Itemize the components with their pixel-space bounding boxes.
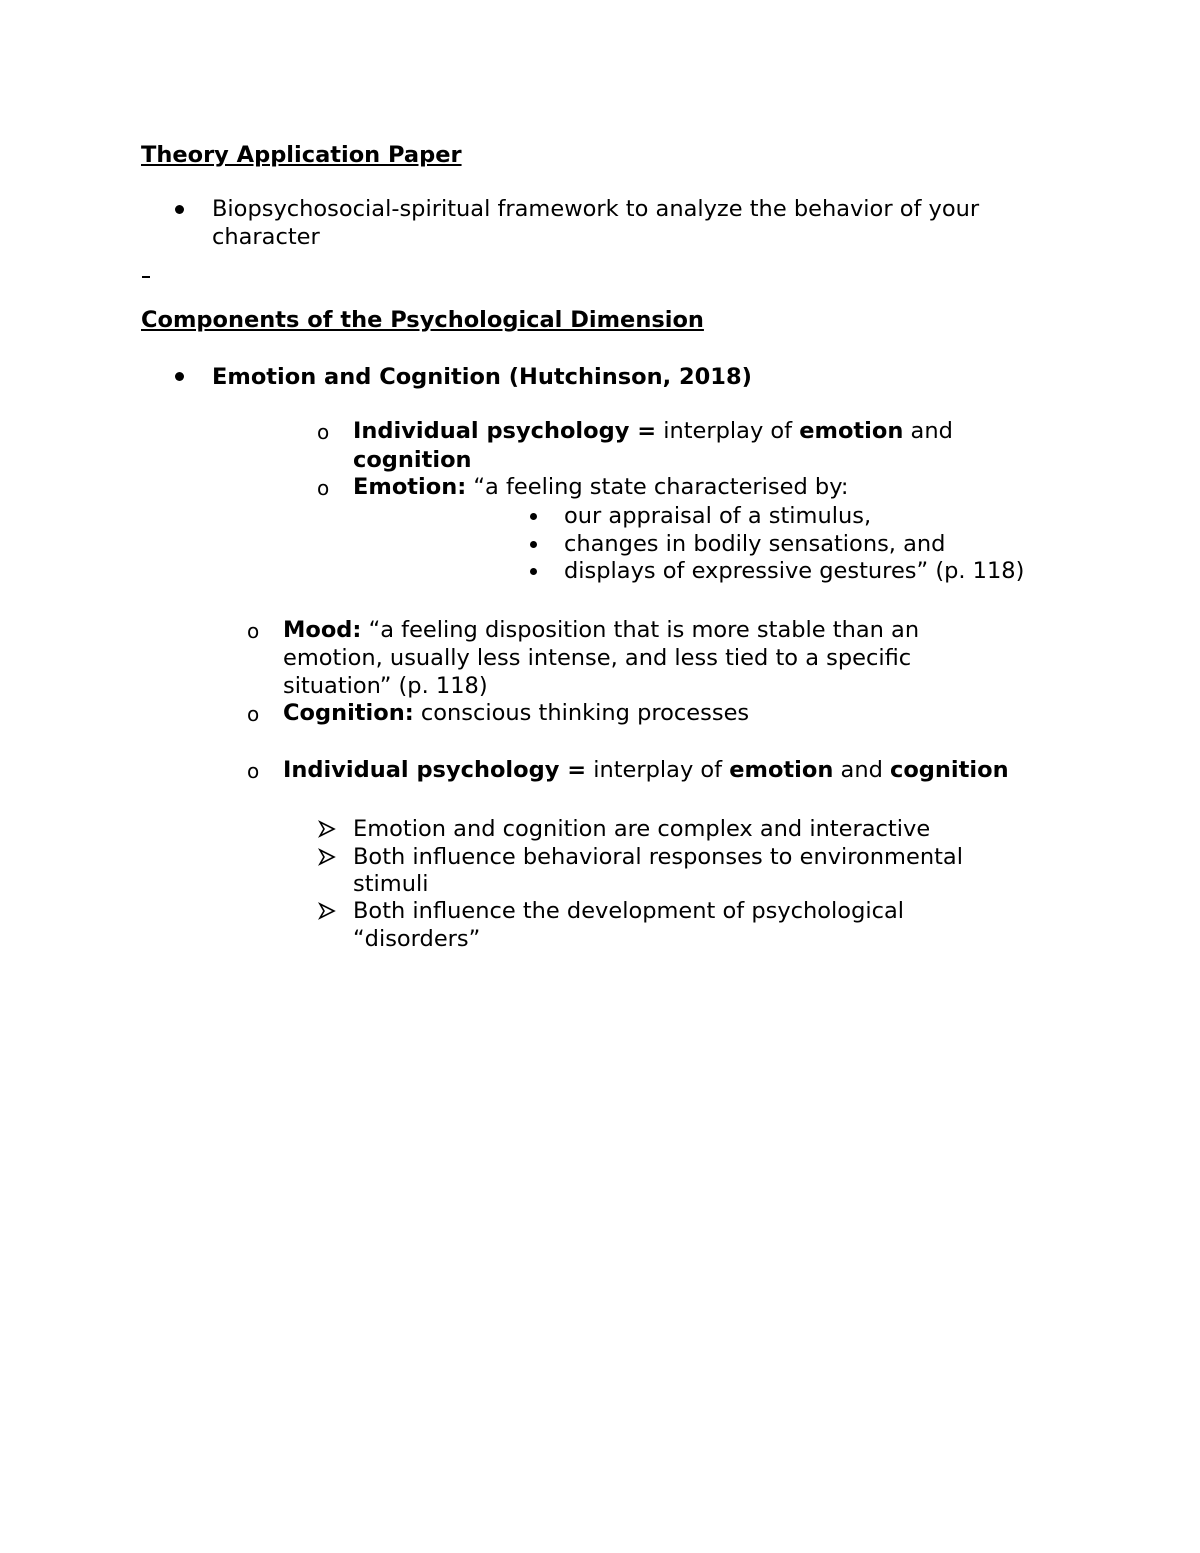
bullet-dot-icon — [175, 205, 184, 214]
arrow-item-line2: stimuli — [353, 871, 429, 897]
circle-bullet-icon: o — [317, 476, 330, 500]
indiv-psych-text: interplay of — [656, 418, 800, 444]
indiv-psych-and: and — [903, 418, 953, 444]
arrow-bullet-icon — [318, 902, 336, 920]
emotion-label: Emotion: — [353, 474, 467, 500]
indiv-psych-cognition: cognition — [890, 757, 1009, 783]
bullet-dot-icon — [530, 568, 537, 575]
emotion-item: our appraisal of a stimulus, — [564, 503, 872, 529]
mood-text: “a feeling disposition that is more stable than an — [361, 617, 920, 643]
circle-bullet-icon: o — [247, 619, 260, 643]
emotion-item: changes in bodily sensations, and — [564, 531, 946, 557]
bullet-dot-icon — [530, 513, 537, 520]
arrow-item-line1: Both influence the development of psychological — [353, 898, 905, 924]
mood-label: Mood: — [283, 617, 362, 643]
mood-line3: situation” (p. 118) — [283, 673, 488, 699]
indiv-psych-summary — [283, 756, 1009, 784]
bullet-dot-icon — [175, 372, 184, 381]
indiv-psych-label: Individual psychology = — [283, 757, 587, 783]
indiv-psych-cognition: cognition — [353, 447, 472, 473]
indiv-psych-emotion: emotion — [729, 757, 834, 783]
emotion-definition — [353, 473, 848, 501]
cognition-text: conscious thinking processes — [413, 700, 750, 726]
indiv-psych-text: interplay of — [586, 757, 730, 783]
circle-bullet-icon: o — [247, 702, 260, 726]
cognition-label: Cognition: — [283, 700, 414, 726]
indiv-psych-emotion: emotion — [799, 418, 904, 444]
section-heading: Components of the Psychological Dimension — [141, 307, 704, 333]
arrow-item-line2: “disorders” — [353, 926, 481, 952]
circle-bullet-icon: o — [317, 420, 330, 444]
arrow-item-line1: Both influence behavioral responses to environmental — [353, 844, 963, 870]
emotion-item: displays of expressive gestures” (p. 118) — [564, 558, 1025, 584]
arrow-bullet-icon — [318, 848, 336, 866]
bullet-text-line1: Biopsychosocial-spiritual framework to analyze the behavior of your — [212, 196, 980, 222]
page-title: Theory Application Paper — [141, 142, 462, 168]
arrow-bullet-icon — [318, 820, 336, 838]
dash-mark — [142, 276, 150, 278]
mood-line1 — [283, 616, 919, 644]
bullet-dot-icon — [530, 541, 537, 548]
indiv-psych-and: and — [833, 757, 891, 783]
indiv-psych-line1 — [353, 417, 953, 445]
indiv-psych-label: Individual psychology = — [353, 418, 657, 444]
circle-bullet-icon: o — [247, 759, 260, 783]
cognition-definition — [283, 699, 749, 727]
mood-line2: emotion, usually less intense, and less tied to a specific — [283, 645, 912, 671]
arrow-item-line1: Emotion and cognition are complex and interactive — [353, 816, 931, 842]
subsection-heading: Emotion and Cognition (Hutchinson, 2018) — [212, 364, 752, 390]
emotion-text: “a feeling state characterised by: — [466, 474, 849, 500]
bullet-text-line2: character — [212, 224, 320, 250]
